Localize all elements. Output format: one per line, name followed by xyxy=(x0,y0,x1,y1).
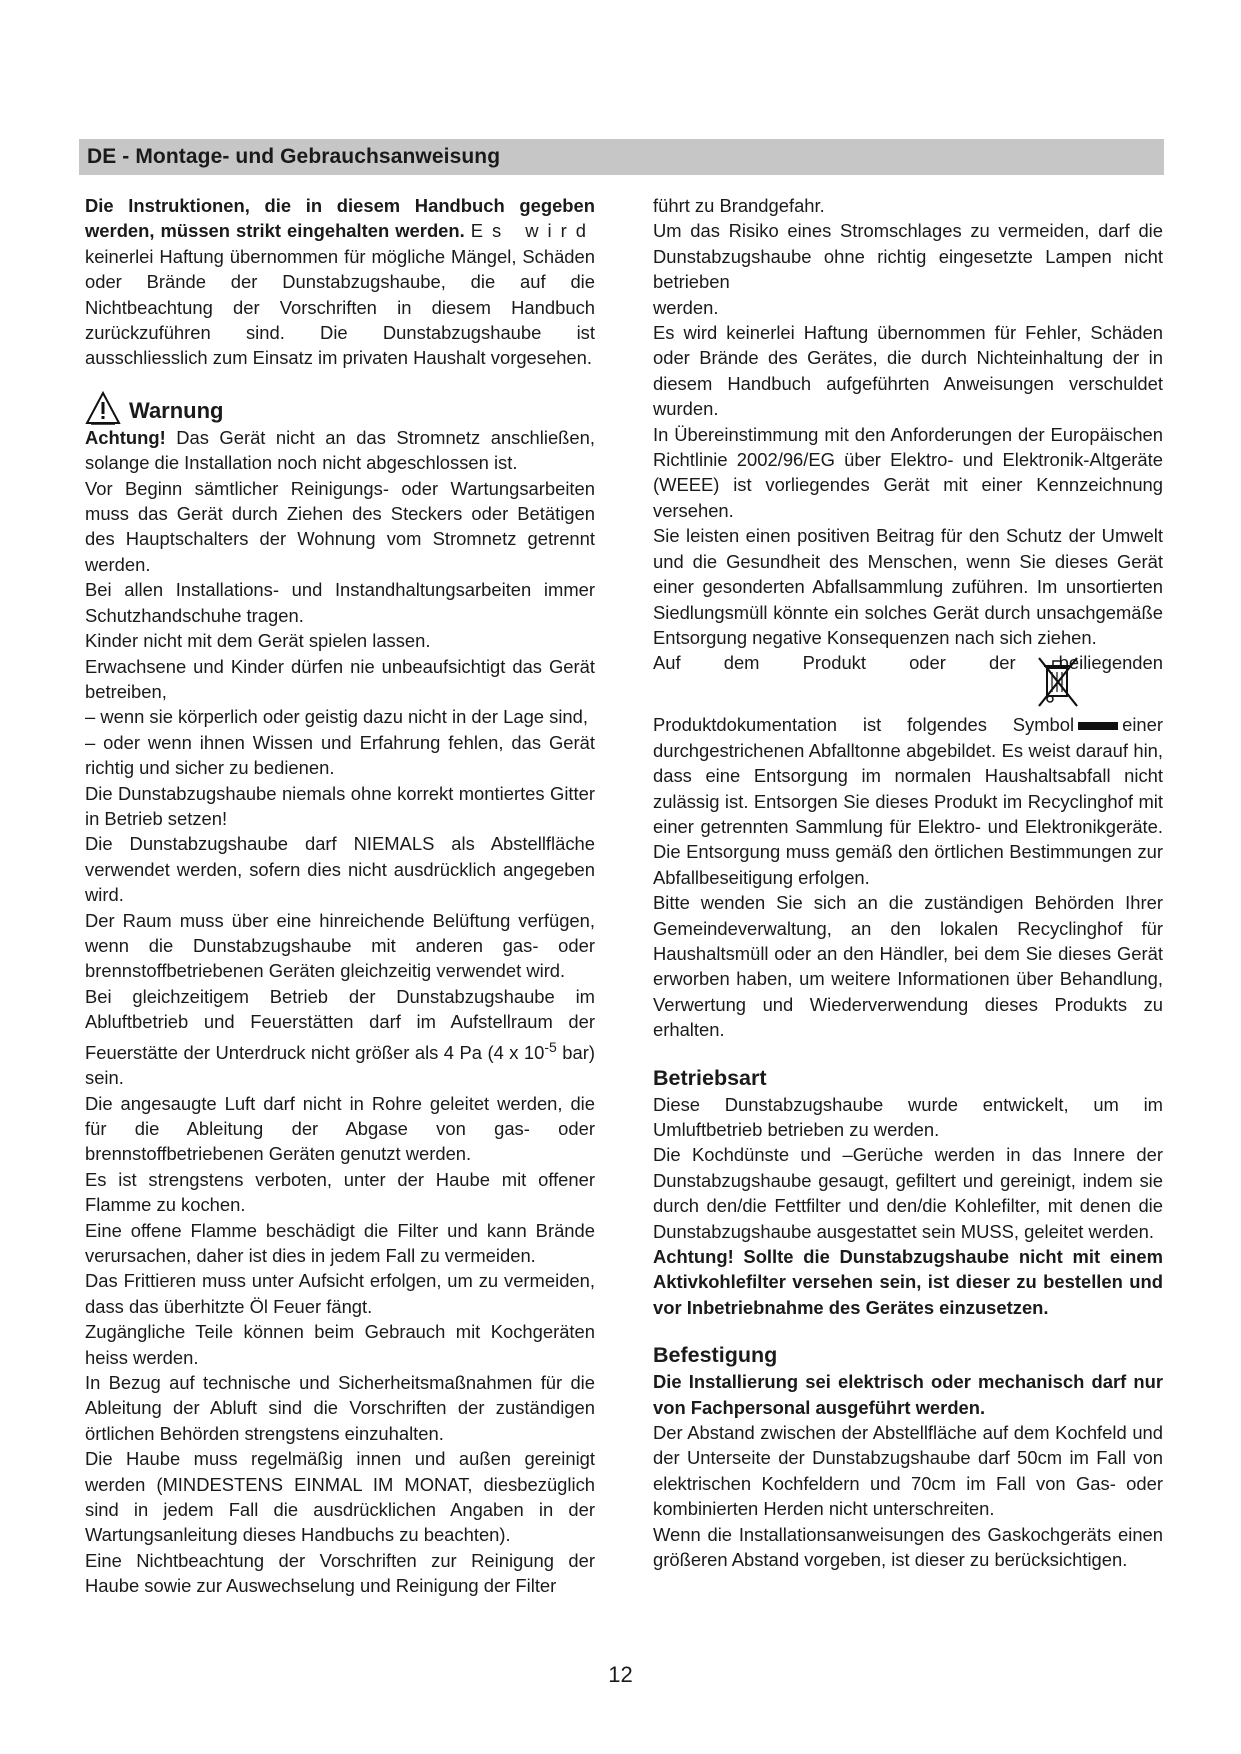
right-paragraph-1: führt zu Brandgefahr. xyxy=(653,195,825,216)
warning-paragraph-13: Es ist strengstens verboten, unter der Haube mit offener Flamme zu kochen. xyxy=(85,1168,595,1216)
warning-paragraph-9: Die Dunstabzugshaube darf NIEMALS als Abstellfläche verwendet werden, sofern dies nicht ausdrücklich angegeben wird. xyxy=(85,833,595,906)
pressure-text-end: bar) sein. xyxy=(85,1041,595,1089)
weee-paragraph-4: Bitte wenden Sie sich an die zuständigen Behörden Ihrer Gemeindeverwaltung, an den lokalen Recyclinghof für Haushaltsmüll oder an den Händler, bei dem Sie dieses Gerät erworben haben, um weitere Informationen über Behandlung, Verwertung und Wiederverwendung dieses Produkts zu erhalten. xyxy=(653,892,1163,1041)
warning-paragraph-3: Bei allen Installations- und Instandhaltungsarbeiten immer Schutzhandschuhe tragen. xyxy=(85,579,595,626)
left-column xyxy=(85,193,595,1599)
betriebsart-bold-note: Achtung! Sollte die Dunstabzugshaube nicht mit einem Aktivkohlefilter versehen sein, ist dieser zu bestellen und vor Inbetriebnahme des Gerätes einzusetzen. xyxy=(653,1246,1163,1318)
crossed-out-wheelie-bin-icon xyxy=(1033,654,1083,712)
weee-paragraph-3-rest: durchgestrichenen Abfalltonne abgebildet. Es weist darauf hin, dass eine Entsorgung im normalen Haushaltsabfall nicht zulässig ist. Entsorgen Sie dieses Produkt im Recyclinghof mit einer getrennten Sammlung für Elektro- und Elektronikgeräte. Die Entsorgung muss gemäß den örtlichen Bestimmungen zur Abfallbeseitigung erfolgen. xyxy=(653,739,1163,888)
warning-paragraph-19: Eine Nichtbeachtung der Vorschriften zur Reinigung der Haube sowie zur Auswechselung und Reinigung der Filter xyxy=(85,1549,595,1597)
weee-paragraph-1: In Übereinstimmung mit den Anforderungen der Europäischen Richtlinie 2002/96/EG über Elektro- und Elektronik-Altgeräte (WEEE) ist vorliegendes Gerät mit einer Kennzeichnung versehen. xyxy=(653,423,1163,521)
right-paragraph-2: Um das Risiko eines Stromschlages zu vermeiden, darf die Dunstabzugshaube ohne richtig eingesetzte Lampen nicht betrieben xyxy=(653,220,1163,293)
warning-title: Warnung xyxy=(129,397,224,423)
befestigung-title: Befestigung xyxy=(653,1343,778,1368)
pressure-text: Bei gleichzeitigem Betrieb der Dunstabzugshaube im Abluftbetrieb und Feuerstätten darf im Aufstellraum der Feuerstätte der Unterdruck nicht größer als 4 Pa (4 x 10 xyxy=(85,985,595,1063)
weee-paragraph-3-line xyxy=(653,712,1163,737)
warning-text-1: Das Gerät nicht an das Stromnetz anschließen, solange die Installation noch nicht abgeschlossen ist. xyxy=(85,426,595,474)
befestigung-paragraph-3: Wenn die Installationsanweisungen des Gaskochgeräts einen größeren Abstand vorgeben, ist dieser zu berücksichtigen. xyxy=(653,1523,1163,1571)
betriebsart-paragraph-1: Diese Dunstabzugshaube wurde entwickelt, um im Umluftbetrieb betrieben zu werden. xyxy=(653,1093,1163,1140)
warning-paragraph-7: – oder wenn ihnen Wissen und Erfahrung fehlen, das Gerät richtig und sicher zu bedienen. xyxy=(85,731,595,779)
weee-symbol-block xyxy=(653,650,1163,712)
warning-paragraph-18: Die Haube muss regelmäßig innen und außen gereinigt werden (MINDESTENS EINMAL IM MONAT, diesbezüglich sind in jedem Fall die ausdrücklichen Angaben in der Wartungsanleitung dieses Handbuchs zu beachten). xyxy=(85,1448,595,1546)
intro-spaced-text: Es wird xyxy=(470,220,595,242)
warning-paragraph-11 xyxy=(85,984,595,1091)
betriebsart-title: Betriebsart xyxy=(653,1065,767,1090)
befestigung-paragraph-1 xyxy=(653,1369,1163,1420)
warning-paragraph-6: – wenn sie körperlich oder geistig dazu nicht in der Lage sind, xyxy=(85,706,588,728)
warning-triangle-icon xyxy=(85,391,121,425)
page-number: 12 xyxy=(608,1662,633,1687)
weee-paragraph-2: Sie leisten einen positiven Beitrag für den Schutz der Umwelt und die Gesundheit des Menschen, wenn Sie dieses Gerät einer gesonderten Abfallsammlung zuführen. Im unsortierten Siedlungsmüll könnte ein solches Gerät durch unsachgemäße Entsorgung negative Konsequenzen nach sich ziehen. xyxy=(653,525,1163,648)
right-paragraph-2b: werden. xyxy=(653,296,719,318)
warning-paragraph-1 xyxy=(85,425,595,476)
intro-bold-text: Die Instruktionen, die in diesem Handbuch gegeben werden, müssen strikt eingehalten werden. xyxy=(85,195,595,242)
befestigung-bold-note: Die Installierung sei elektrisch oder mechanisch darf nur von Fachpersonal ausgeführt werden. xyxy=(653,1371,1163,1418)
weee-underline-bar xyxy=(1078,722,1118,730)
warning-paragraph-2: Vor Beginn sämtlicher Reinigungs- oder Wartungsarbeiten muss das Gerät durch Ziehen des Steckers oder Betätigen des Hauptschalters der Wohnung vom Stromnetz getrennt werden. xyxy=(85,477,595,575)
symbol-text: Produktdokumentation ist folgendes Symbol xyxy=(653,714,1075,736)
warning-paragraph-4: Kinder nicht mit dem Gerät spielen lassen. xyxy=(85,630,431,652)
warning-paragraph-14: Eine offene Flamme beschädigt die Filter und kann Brände verursachen, daher ist dies in jedem Fall zu vermeiden. xyxy=(85,1219,595,1266)
achtung-label: Achtung! xyxy=(85,426,166,448)
warning-paragraph-12: Die angesaugte Luft darf nicht in Rohre geleitet werden, die für die Ableitung der Abgase von gas- oder brennstoffbetriebenen Geräten genutzt werden. xyxy=(85,1092,595,1165)
intro-paragraph xyxy=(85,193,595,371)
warning-paragraph-8: Die Dunstabzugshaube niemals ohne korrekt montiertes Gitter in Betrieb setzen! xyxy=(85,782,595,829)
befestigung-paragraph-2: Der Abstand zwischen der Abstellfläche auf dem Kochfeld und der Unterseite der Dunstabzugshaube darf 50cm im Fall von elektrischen Kochfeldern und 70cm im Fall von Gas- oder kombinierten Herden nicht unterschreiten. xyxy=(653,1422,1163,1520)
warning-paragraph-16: Zugängliche Teile können beim Gebrauch mit Kochgeräten heiss werden. xyxy=(85,1321,595,1368)
warning-paragraph-5: Erwachsene und Kinder dürfen nie unbeaufsichtigt das Gerät betreiben, xyxy=(85,655,595,702)
weee-paragraph-3-start: Auf dem Produkt oder der beiliegenden xyxy=(653,652,1163,674)
right-column xyxy=(653,193,1163,1573)
warning-paragraph-17: In Bezug auf technische und Sicherheitsmaßnahmen für die Ableitung der Abluft sind die Vorschriften der zuständigen örtlichen Behörden strengstens einzuhalten. xyxy=(85,1372,595,1444)
warning-heading xyxy=(85,383,595,425)
symbol-text-end: einer xyxy=(1122,714,1163,736)
warning-paragraph-15: Das Frittieren muss unter Aufsicht erfolgen, um zu vermeiden, dass das überhitzte Öl Feuer fängt. xyxy=(85,1270,595,1317)
section-title: DE - Montage- und Gebrauchsanweisung xyxy=(87,145,501,168)
section-header xyxy=(79,139,1164,175)
intro-rest-text: keinerlei Haftung übernommen für mögliche Mängel, Schäden oder Brände der Dunstabzugshaube, die auf die Nichtbeachtung der Vorschriften in diesem Handbuch zurückzuführen sind. Die Dunstabzugshaube ist ausschliesslich zum Einsatz im privaten Haushalt vorgesehen. xyxy=(85,245,595,369)
betriebsart-paragraph-3 xyxy=(653,1244,1163,1320)
betriebsart-paragraph-2: Die Kochdünste und –Gerüche werden in das Innere der Dunstabzugshaube gesaugt, gefiltert und gereinigt, indem sie durch den/die Fettfilter und den/die Kohlefilter, mit denen die Dunstabzugshaube ausgestattet sein MUSS, geleitet werden. xyxy=(653,1144,1163,1242)
warning-paragraph-10: Der Raum muss über eine hinreichende Belüftung verfügen, wenn die Dunstabzugshaube mit anderen gas- oder brennstoffbetriebenen Geräten gleichzeitig verwendet wird. xyxy=(85,909,595,982)
right-paragraph-3: Es wird keinerlei Haftung übernommen für Fehler, Schäden oder Brände des Gerätes, die durch Nichteinhaltung der in diesem Handbuch aufgeführten Anweisungen verschuldet wurden. xyxy=(653,322,1163,420)
pressure-exponent: -5 xyxy=(544,1038,557,1055)
